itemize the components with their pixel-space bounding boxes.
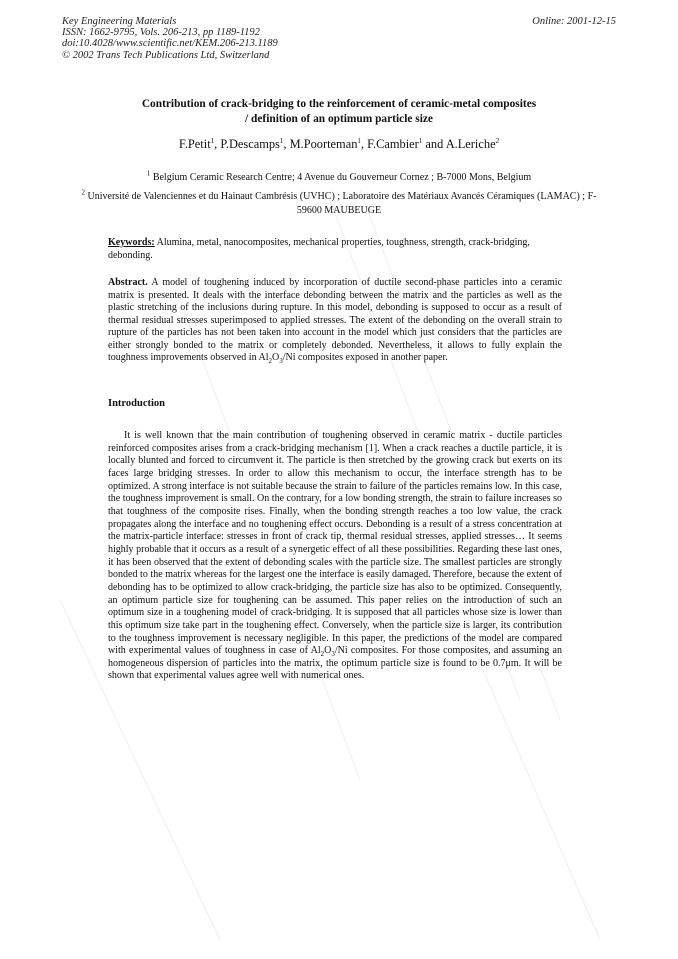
- keywords-section: [108, 236, 562, 262]
- introduction-heading: Introduction: [108, 398, 165, 409]
- affiliation-1: [80, 171, 598, 185]
- journal-header: [62, 16, 278, 61]
- affiliation-1-text: Belgium Ceramic Research Centre; 4 Avenue du Gouverneur Cornez ; B-7000 Mons, Belgium: [152, 172, 532, 183]
- title-line-1: Contribution of crack-bridging to the reinforcement of ceramic-metal composites: [141, 98, 537, 110]
- doi-line: doi:10.4028/www.scientific.net/KEM.206-213.1189: [62, 38, 278, 50]
- intro-text-end: /Ni composites. For those composites, and assuming an homogeneous dispersion of particles into the matrix, the optimum particle size is found to be 0.7μm. It will be shown that experimental values agree well with numerical ones.: [108, 645, 562, 682]
- author-name: F.Cambier: [367, 137, 419, 151]
- author-affil-sup: 1: [210, 136, 215, 145]
- abstract-text: A model of toughening induced by incorporation of ductile second-phase particles into a ceramic matrix is presented. It deals with the interface debonding between the matrix and the particles as well as the plastic stretching of the inclusions during rupture. In this model, debonding is supposed to occur as a result of thermal residual stresses superimposed to applied stresses. The extent of the debonding on the overall strain to rupture of the particles has not been taken into account in the model which just considers that the particles are either strongly bonded to the matrix or completely debonded. Nevertheless, it allows to fully explain the toughness improvements observed in Al: [108, 277, 563, 363]
- abstract-label: Abstract.: [108, 277, 148, 288]
- author-affil-sup: 2: [495, 136, 500, 145]
- author-list: [70, 136, 608, 152]
- subscript: 3: [331, 650, 335, 659]
- keywords-label: Keywords:: [108, 237, 155, 248]
- copyright-line: © 2002 Trans Tech Publications Ltd, Switzerland: [62, 49, 270, 61]
- subscript: 2: [320, 650, 325, 659]
- abstract-section: [108, 277, 562, 365]
- paper-title: [90, 97, 588, 127]
- author-name: M.Poorteman: [289, 137, 358, 151]
- author-affil-sup: 1: [357, 136, 361, 145]
- author-name: A.Leriche: [445, 137, 496, 151]
- affiliation-1-sup: 1: [146, 169, 151, 178]
- author-name: P.Descamps: [220, 137, 280, 151]
- issn-line: ISSN: 1662-9795, Vols. 206-213, pp 1189-1192: [62, 27, 260, 39]
- affiliation-2: [80, 190, 598, 217]
- journal-name: Key Engineering Materials: [62, 16, 177, 27]
- introduction-paragraph: [108, 430, 562, 683]
- subscript: 2: [268, 357, 273, 365]
- affiliation-2-sup: 2: [81, 188, 86, 197]
- author-name: F.Petit: [178, 137, 211, 151]
- abstract-text-end: /Ni composites exposed in another paper.: [282, 352, 448, 363]
- intro-text-o: O: [324, 645, 332, 657]
- author-sep: ,: [283, 137, 290, 151]
- author-sep: and: [422, 137, 446, 151]
- subscript: 3: [279, 357, 283, 365]
- author-sep: ,: [360, 137, 368, 151]
- intro-text: It is well known that the main contribution of toughening observed in ceramic matrix - ductile particles reinforced composites arises from a crack-bridging mechanism [1]. When a crack reaches a ductile particle, it is locally blunted and forced to circumvent it. The particle is then stretched by the growing crack but exerts on its faces large bridging stresses. In order to allow this mechanism to occur, the interface strength has to be optimized. A strong interface is not suitable because the strain to failure of the particles remains low. In this case, the toughness improvement is small. On the contrary, for a low bonding strength, the strain to failure increases so that toughness of the composite rises. Finally, when the bonding strength reaches a too low value, the crack propagates along the interface and no toughening effect occurs. Debonding is a result of a stress concentration at the matrix-particle interface: stresses in front of crack tip, thermal residual stresses, applied stresses… It seems highly probable that it occurs as a result of a synergetic effect of all these possibilities. Regarding these last ones, it has been observed that the extent of debonding scales with the particle size. The smallest particles are strongly bonded to the matrix whereas for the largest one the interface is easily damaged. Therefore, because the extent of debonding has to be optimized to allow crack-bridging, the particle size has also to be optimized. Consequently, an optimum particle size for toughening can be assumed. This paper relies on the introduction of such an optimum size in a toughening model of crack-bridging. It is supposed that all particles whose size is lower than this optimum size take part in the toughening effect. Conversely, when the particle size is larger, its contribution to the toughness improvement is necessary negligible. In this paper, the predictions of the model are compared with experimental values of toughness in case of Al: [108, 430, 562, 657]
- author-affil-sup: 1: [418, 136, 423, 145]
- author-sep: ,: [214, 137, 221, 151]
- abstract-text-o: O: [272, 352, 280, 363]
- online-date: Online: 2001-12-15: [532, 16, 616, 27]
- keywords-text: Alumina, metal, nanocomposites, mechanical properties, toughness, strength, crack-bridging, debonding.: [108, 237, 530, 261]
- title-line-2: / definition of an optimum particle size: [245, 113, 433, 125]
- affiliation-2-text: Université de Valenciennes et du Hainaut Cambrésis (UVHC) ; Laboratoire des Matériaux Avancés Céramiques (LAMAC) ; F-59600 MAUBEUGE: [87, 191, 597, 216]
- author-affil-sup: 1: [279, 136, 284, 145]
